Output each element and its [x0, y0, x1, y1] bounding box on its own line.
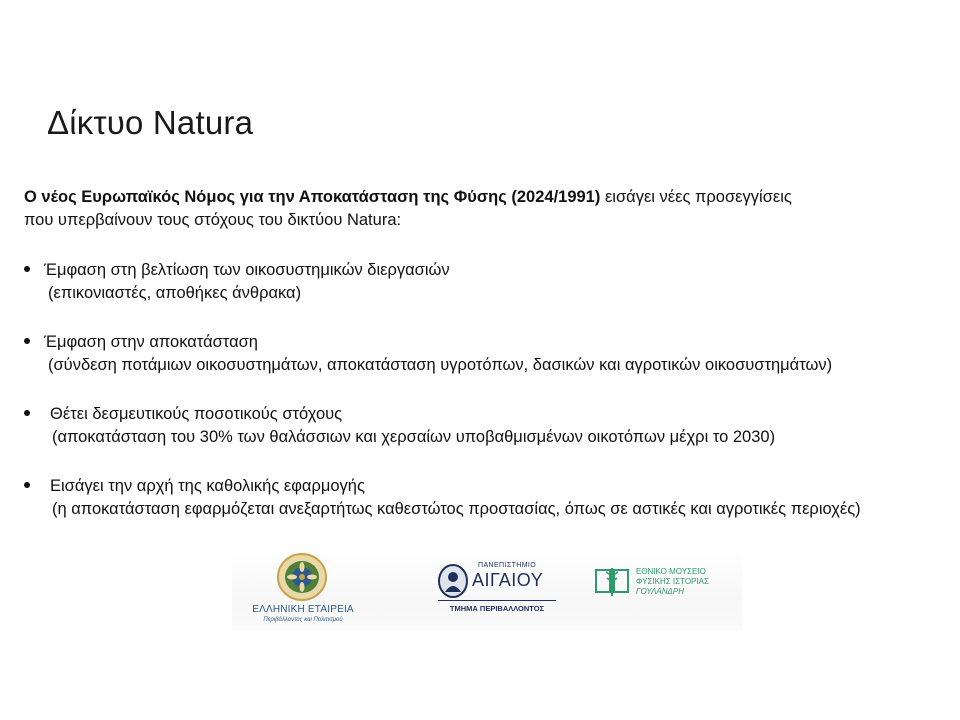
society-tagline: Περιβάλλοντος και Πολιτισμού [263, 617, 343, 623]
bullet-dot-icon [24, 410, 30, 416]
society-logo [238, 552, 368, 628]
bullet-main: Έμφαση στην αποκατάσταση [44, 333, 258, 351]
slide-title: Δίκτυο Natura [47, 104, 254, 141]
intro-line-2: που υπερβαίνουν τους στόχους του δικτύου Natura: [24, 211, 402, 229]
university-name: ΑΙΓΑΙΟΥ [472, 570, 544, 590]
bullet-main: Έμφαση στη βελτίωση των οικοσυστημικών διεργασιών [44, 261, 450, 279]
university-dept: ΤΜΗΜΑ ΠΕΡΙΒΑΛΛΟΝΤΟΣ [449, 604, 545, 613]
bullet-dot-icon [24, 338, 30, 344]
intro-paragraph [24, 186, 924, 232]
bullet-sub: (η αποκατάσταση εφαρμόζεται ανεξαρτήτως καθεστώτος προστασίας, όπως σε αστικές και αγροτικές περιοχές) [52, 500, 861, 518]
society-emblem-icon [276, 552, 328, 602]
bullet-item [24, 259, 960, 305]
intro-rest-text: εισάγει νέες προσεγγίσεις [600, 188, 792, 206]
society-name: ΕΛΛΗΝΙΚΗ ΕΤΑΙΡΕΙΑ [252, 604, 354, 615]
university-seal-icon [438, 564, 468, 598]
museum-book-icon [594, 564, 630, 600]
museum-line-1: ΕΘΝΙΚΟ ΜΟΥΣΕΙΟ [636, 567, 706, 576]
intro-bold-text: Ο νέος Ευρωπαϊκός Νόμος για την Αποκατάσταση της Φύσης (2024/1991) [24, 188, 601, 206]
museum-logo [594, 564, 734, 604]
bullet-item [24, 475, 960, 521]
bullet-sub: (σύνδεση ποτάμιων οικοσυστημάτων, αποκατάσταση υγροτόπων, δασικών και αγροτικών οικοσυστημάτων) [48, 356, 833, 374]
museum-line-3: ΓΟΥΛΑΝΔΡΗ [636, 587, 685, 596]
museum-line-2: ΦΥΣΙΚΗΣ ΙΣΤΟΡΙΑΣ [636, 577, 709, 586]
partner-logos [232, 548, 742, 630]
bullet-main: Εισάγει την αρχή της καθολικής εφαρμογής [50, 477, 365, 495]
university-divider [438, 600, 556, 601]
bullet-sub: (αποκατάσταση του 30% των θαλάσσιων και χερσαίων υποβαθμισμένων οικοτόπων μέχρι το 2030) [52, 428, 776, 446]
university-logo [438, 562, 562, 628]
university-top-text: ΠΑΝΕΠΙΣΤΗΜΙΟ [478, 562, 537, 569]
bullet-main: Θέτει δεσμευτικούς ποσοτικούς στόχους [50, 405, 343, 423]
bullet-item [24, 331, 960, 377]
bullet-item [24, 403, 960, 449]
bullet-sub: (επικονιαστές, αποθήκες άνθρακα) [48, 284, 302, 302]
bullet-dot-icon [24, 266, 30, 272]
bullet-dot-icon [24, 482, 30, 488]
